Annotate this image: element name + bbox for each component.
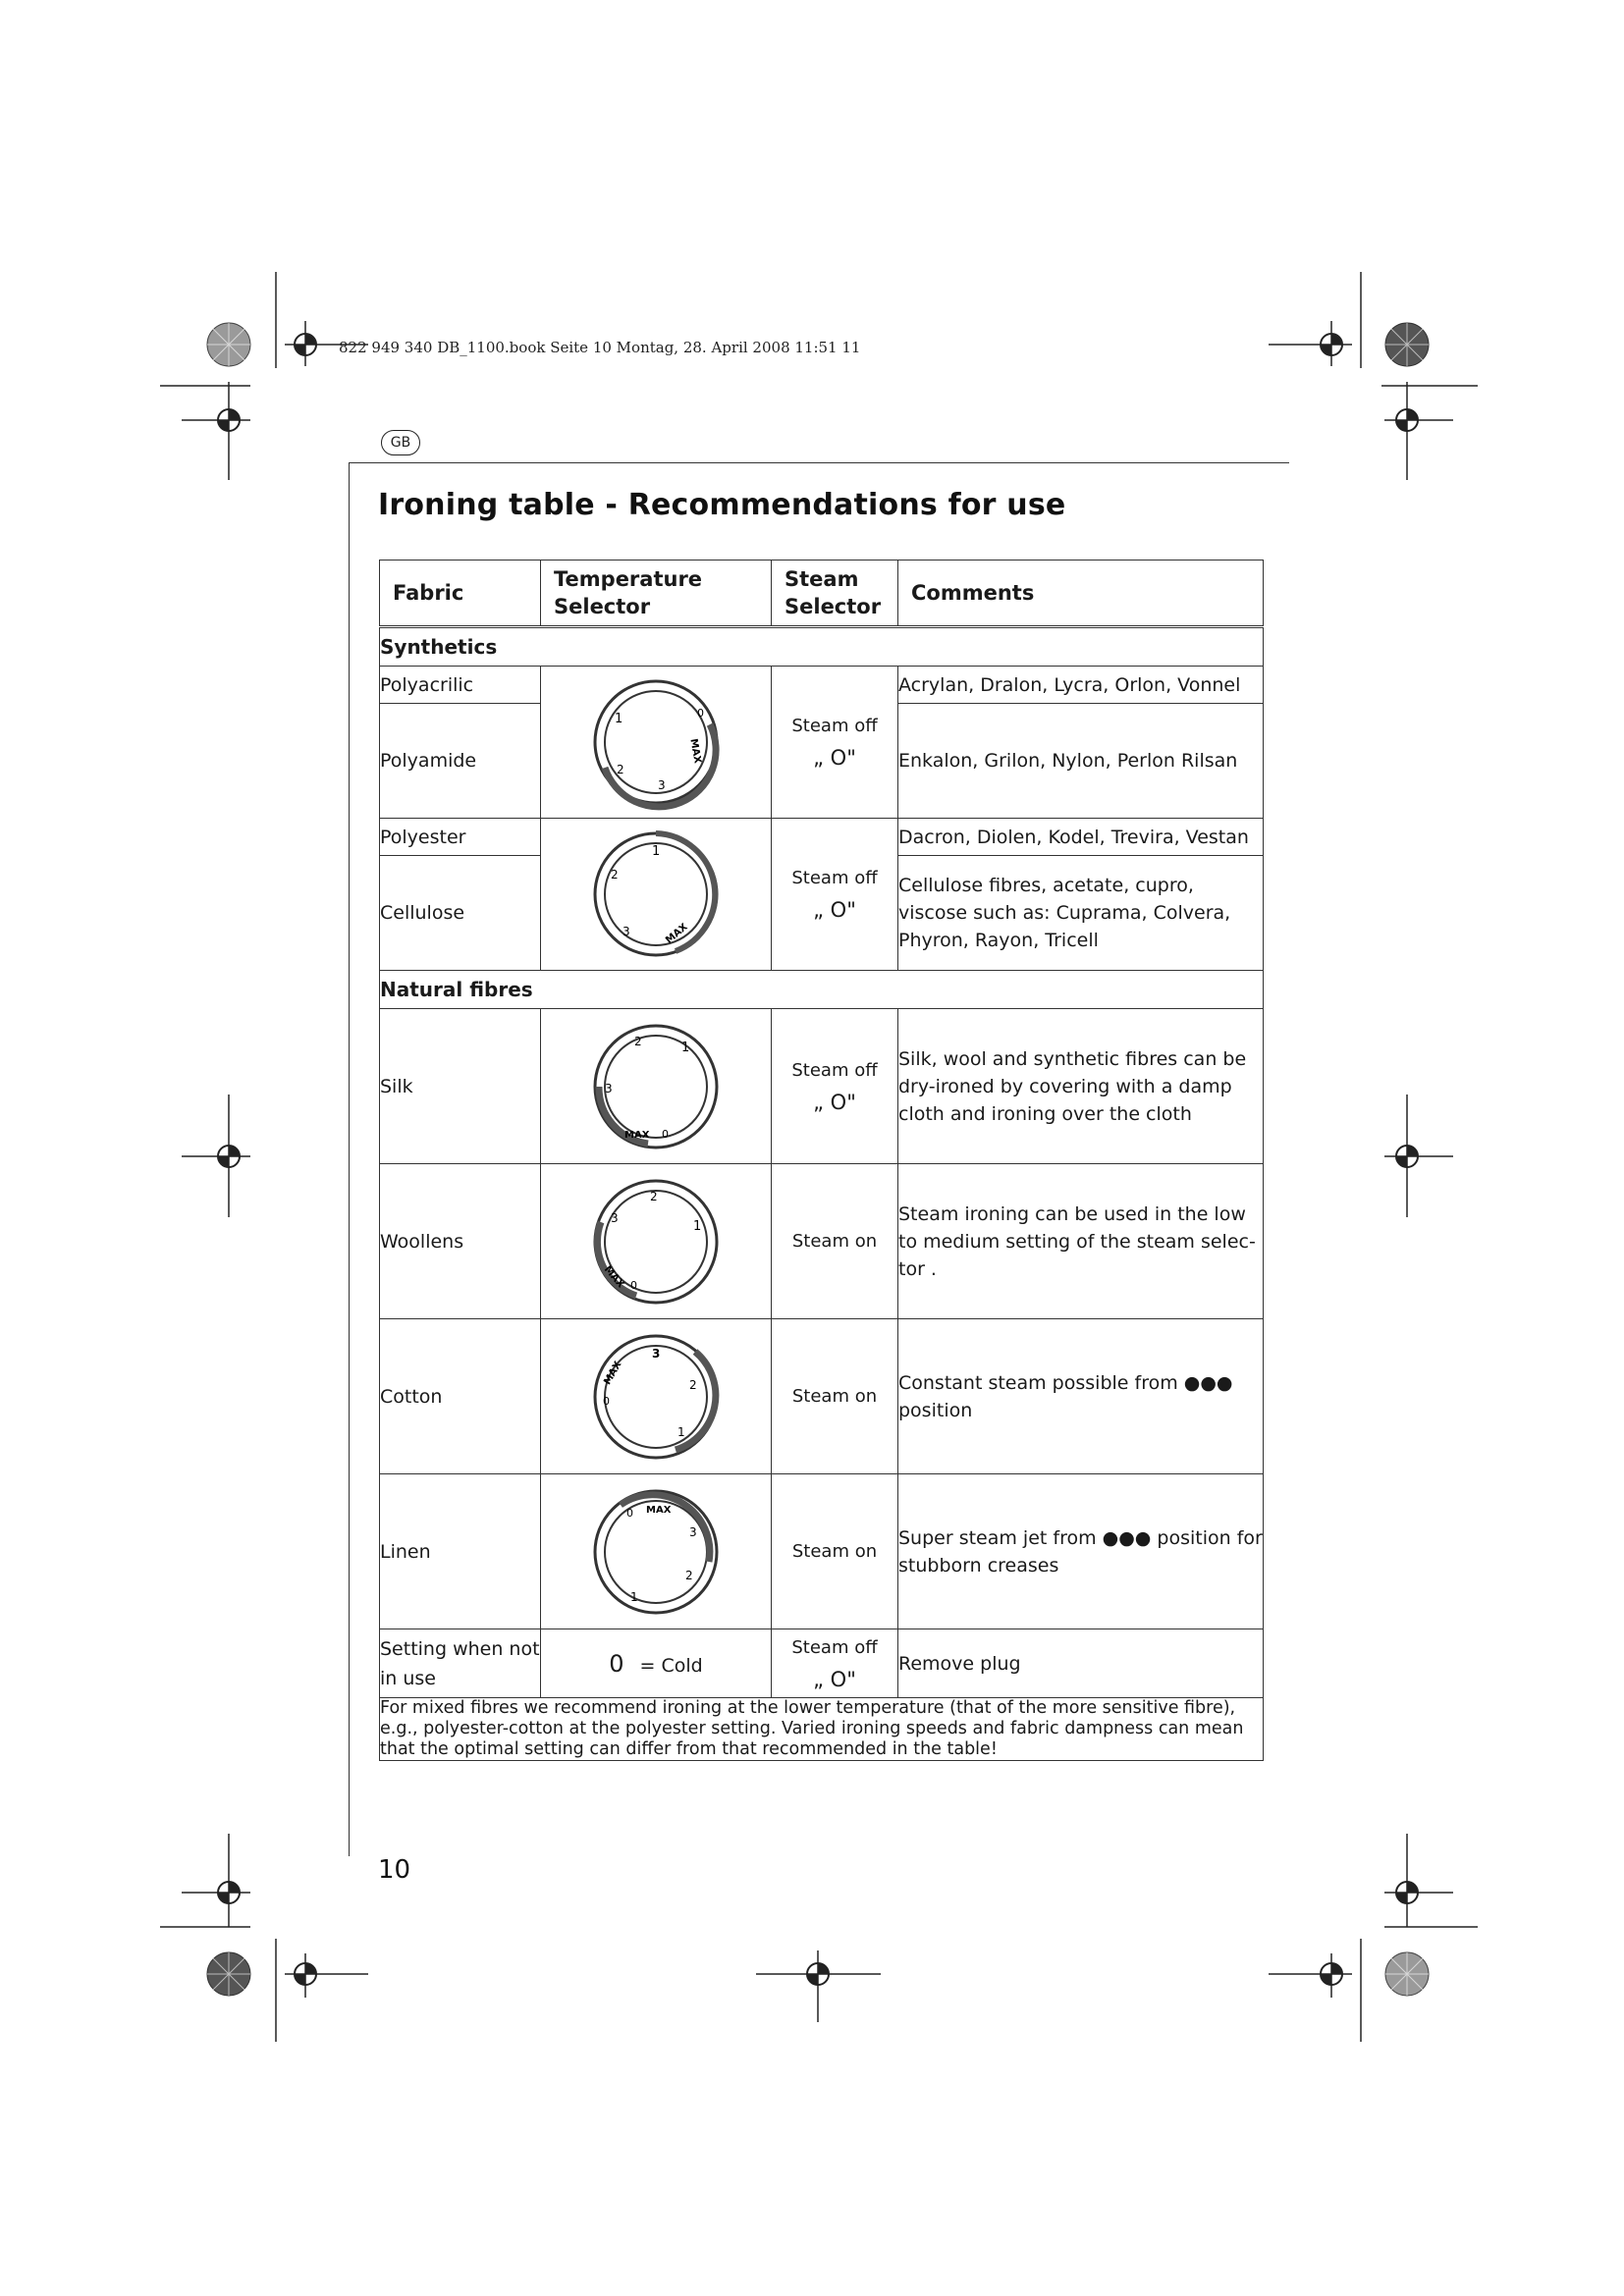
dial-label: 0 xyxy=(630,1278,637,1292)
header-comments: Comments xyxy=(898,561,1264,627)
steam-text: Steam off xyxy=(791,1059,878,1081)
dial-label: 2 xyxy=(689,1377,697,1392)
comment-cell: Enkalon, Grilon, Nylon, Perlon Rilsan xyxy=(898,704,1264,819)
left-rule xyxy=(349,462,350,1856)
fabric-cell: Woollens xyxy=(380,1164,541,1319)
dial-label: MAX xyxy=(624,1129,650,1141)
steam-cell xyxy=(772,819,898,971)
temperature-dial-cell xyxy=(541,1164,772,1319)
table-row xyxy=(380,1009,1264,1164)
fabric-cell: Setting when not in use xyxy=(380,1629,541,1698)
top-rule xyxy=(349,462,1289,463)
dial-label: 2 xyxy=(617,763,624,776)
dial-linen-icon xyxy=(587,1483,725,1621)
steam-text: Steam on xyxy=(791,1230,878,1252)
steam-symbol: „ O" xyxy=(813,1090,856,1114)
dial-label: 3 xyxy=(611,1210,619,1225)
temperature-cold-cell xyxy=(541,1629,772,1698)
dial-label: MAX xyxy=(646,1504,672,1516)
dial-label: 0 xyxy=(626,1506,633,1520)
table-row xyxy=(380,1319,1264,1474)
header-fabric: Fabric xyxy=(380,561,541,627)
steam-symbol: „ O" xyxy=(813,898,856,922)
page-number: 10 xyxy=(378,1855,411,1885)
dial-silk-icon xyxy=(587,1018,725,1155)
steam-symbol: „ O" xyxy=(813,1667,856,1691)
language-badge: GB xyxy=(381,430,420,455)
dial-label: 1 xyxy=(681,1040,690,1055)
cold-zero: 0 xyxy=(609,1649,624,1678)
fabric-cell: Polyester xyxy=(380,819,541,856)
dial-label: MAX xyxy=(687,737,703,765)
dial-label: 0 xyxy=(662,1127,669,1141)
dial-label: 3 xyxy=(605,1081,613,1095)
table-note: For mixed fibres we recommend ironing at the lower temperature (that of the more sensitive fibre), e.g., polyester-cotton at the polyester setting. Varied ironing speeds and fabric dampness can mean that the optimal setting can differ from that recommended in the table! xyxy=(380,1698,1264,1761)
dial-label: 3 xyxy=(652,1346,661,1361)
note-row xyxy=(380,1698,1264,1761)
dial-label: 1 xyxy=(615,712,623,726)
table-row xyxy=(380,819,1264,856)
comment-cell: Steam ironing can be used in the low to medium setting of the steam selec- tor . xyxy=(898,1164,1264,1319)
table-header-row xyxy=(380,561,1264,627)
dial-woollens-icon xyxy=(587,1173,725,1310)
comment-cell: Constant steam possible from ●●● position xyxy=(898,1319,1264,1474)
dial-label: 2 xyxy=(634,1034,642,1048)
temperature-dial-cell xyxy=(541,1474,772,1629)
dial-synthetics-2-icon xyxy=(587,826,725,963)
table-row xyxy=(380,1164,1264,1319)
steam-text: Steam off xyxy=(791,1636,878,1658)
temperature-dial-cell xyxy=(541,819,772,971)
comment-cell: Silk, wool and synthetic fibres can be dry-ironed by covering with a damp cloth and ironing over the cloth xyxy=(898,1009,1264,1164)
table-row xyxy=(380,667,1264,704)
dial-label: 1 xyxy=(693,1218,702,1234)
comment-cell: Super steam jet from ●●● position for stubborn creases xyxy=(898,1474,1264,1629)
dial-synthetics-1-icon xyxy=(587,673,725,811)
dial-label: 0 xyxy=(603,1394,610,1408)
steam-text: Steam off xyxy=(791,716,878,736)
dial-cotton-icon xyxy=(587,1328,725,1466)
dial-label: 0 xyxy=(697,707,704,720)
temperature-dial-cell xyxy=(541,1319,772,1474)
fabric-cell: Linen xyxy=(380,1474,541,1629)
steam-cell xyxy=(772,1629,898,1698)
fabric-cell: Cellulose xyxy=(380,856,541,971)
steam-cell xyxy=(772,667,898,819)
dial-label: 2 xyxy=(685,1568,693,1582)
comment-cell: Dacron, Diolen, Kodel, Trevira, Vestan xyxy=(898,819,1264,856)
fabric-cell: Cotton xyxy=(380,1319,541,1474)
fabric-cell: Polyamide xyxy=(380,704,541,819)
fabric-cell: Polyacrilic xyxy=(380,667,541,704)
steam-text: Steam on xyxy=(791,1540,878,1562)
steam-text: Steam on xyxy=(791,1385,878,1407)
section-synthetics: Synthetics xyxy=(380,627,1264,667)
dial-label: MAX xyxy=(602,1359,624,1387)
steam-cell xyxy=(772,1009,898,1164)
steam-symbol: „ O" xyxy=(813,746,856,770)
header-steam: Steam Selector xyxy=(772,561,898,627)
temperature-dial-cell xyxy=(541,1009,772,1164)
dial-label: 1 xyxy=(652,844,661,859)
section-natural: Natural fibres xyxy=(380,971,1264,1009)
print-header: 822 949 340 DB_1100.book Seite 10 Montag, 28. April 2008 11:51 11 xyxy=(339,339,861,356)
steam-cell xyxy=(772,1474,898,1629)
comment-cell: Remove plug xyxy=(898,1629,1264,1698)
temperature-dial-cell xyxy=(541,667,772,819)
dial-label: 3 xyxy=(623,925,630,938)
cold-label: = Cold xyxy=(639,1654,703,1677)
page-title: Ironing table - Recommendations for use xyxy=(378,488,1066,522)
fabric-cell: Silk xyxy=(380,1009,541,1164)
dial-label: 2 xyxy=(650,1189,658,1203)
dial-label: 1 xyxy=(630,1589,638,1604)
dial-label: 2 xyxy=(611,868,619,881)
steam-cell xyxy=(772,1319,898,1474)
ironing-table xyxy=(379,560,1264,1761)
dial-label: MAX xyxy=(664,921,690,946)
dial-label: 1 xyxy=(677,1424,685,1439)
section-row-natural xyxy=(380,971,1264,1009)
section-row-synthetics xyxy=(380,627,1264,667)
table-row xyxy=(380,1474,1264,1629)
comment-cell: Acrylan, Dralon, Lycra, Orlon, Vonnel xyxy=(898,667,1264,704)
header-temperature: Temperature Selector xyxy=(541,561,772,627)
steam-text: Steam off xyxy=(791,868,878,888)
steam-cell xyxy=(772,1164,898,1319)
dial-label: MAX xyxy=(601,1263,626,1290)
table-row xyxy=(380,1629,1264,1698)
comment-cell: Cellulose fibres, acetate, cupro, viscose such as: Cuprama, Colvera, Phyron, Rayon, Tricell xyxy=(898,856,1264,971)
dial-label: 3 xyxy=(689,1524,697,1539)
dial-label: 3 xyxy=(658,778,666,792)
